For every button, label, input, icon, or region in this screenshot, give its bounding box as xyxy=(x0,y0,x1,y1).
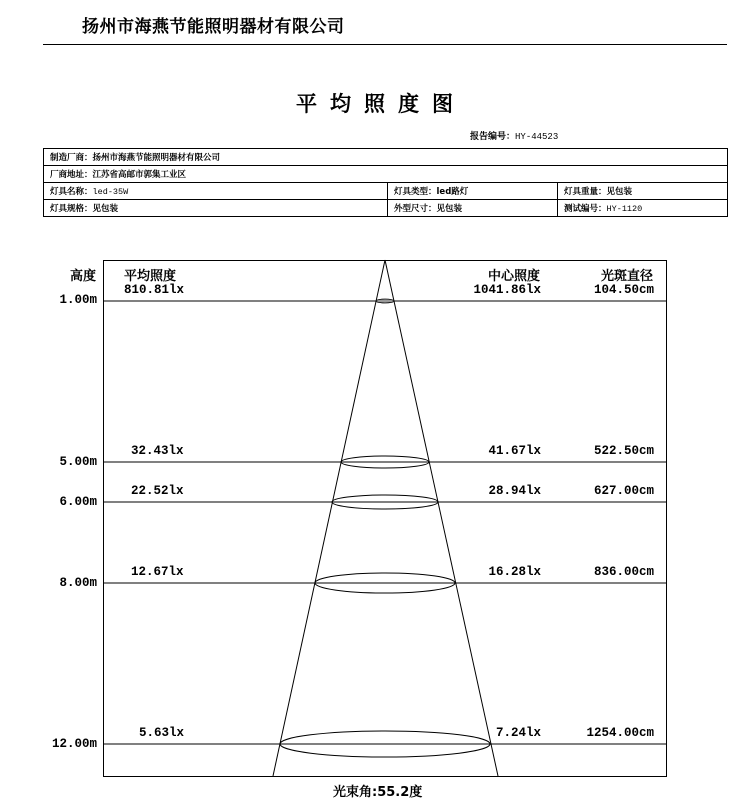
page-title: 平均照度图 xyxy=(296,91,466,116)
lamp-spec-label: 灯具规格： xyxy=(50,204,93,214)
lamp-spec-value: 见包装 xyxy=(92,204,119,214)
spot-diameter: 1254.00cm xyxy=(586,726,654,740)
average-illuminance: 810.81lx xyxy=(124,283,185,297)
address-value: 江苏省高邮市郭集工业区 xyxy=(92,170,187,180)
report-number-label: 报告编号： xyxy=(470,132,516,142)
center-illuminance: 28.94lx xyxy=(488,484,541,498)
company-name: 扬州市海燕节能照明器材有限公司 xyxy=(82,17,345,37)
col-header-height: 高度 xyxy=(69,269,96,284)
lamp-type-label: 灯具类型： xyxy=(394,187,437,197)
height-label: 1.00m xyxy=(59,293,97,307)
center-illuminance: 16.28lx xyxy=(488,565,541,579)
lamp-name-value: led-35W xyxy=(92,187,129,197)
lamp-type-value: led路灯 xyxy=(436,187,469,197)
test-no-value: HY-1120 xyxy=(606,204,643,214)
lamp-weight-value: 见包装 xyxy=(606,187,633,197)
spot-diameter: 104.50cm xyxy=(593,283,654,297)
dimensions-value: 见包装 xyxy=(436,204,463,214)
manufacturer-value: 扬州市海燕节能照明器材有限公司 xyxy=(92,153,221,163)
average-illuminance: 5.63lx xyxy=(139,726,185,740)
center-illuminance: 1041.86lx xyxy=(473,283,541,297)
spot-diameter: 836.00cm xyxy=(593,565,654,579)
address-label: 厂商地址： xyxy=(50,170,93,180)
height-label: 12.00m xyxy=(51,737,97,751)
col-header-diameter: 光斑直径 xyxy=(600,269,653,284)
spot-diameter: 627.00cm xyxy=(593,484,654,498)
average-illuminance: 22.52lx xyxy=(131,484,184,498)
average-illuminance: 12.67lx xyxy=(131,565,184,579)
lamp-name-label: 灯具名称： xyxy=(50,187,93,197)
center-illuminance: 41.67lx xyxy=(488,444,541,458)
dimensions-label: 外型尺寸： xyxy=(394,204,437,214)
col-header-center: 中心照度 xyxy=(487,269,540,284)
average-illuminance: 32.43lx xyxy=(131,444,184,458)
col-header-average: 平均照度 xyxy=(124,269,177,284)
height-label: 6.00m xyxy=(59,495,97,509)
spot-diameter: 522.50cm xyxy=(593,444,654,458)
test-no-label: 测试编号： xyxy=(564,204,607,214)
lamp-weight-label: 灯具重量： xyxy=(564,187,607,197)
report-number-value: HY-44523 xyxy=(515,132,559,142)
beam-angle-label: 光束角:55.2度 xyxy=(333,785,423,800)
manufacturer-label: 制造厂商： xyxy=(50,153,93,163)
height-label: 5.00m xyxy=(59,455,97,469)
center-illuminance: 7.24lx xyxy=(495,726,541,740)
height-label: 8.00m xyxy=(59,576,97,590)
